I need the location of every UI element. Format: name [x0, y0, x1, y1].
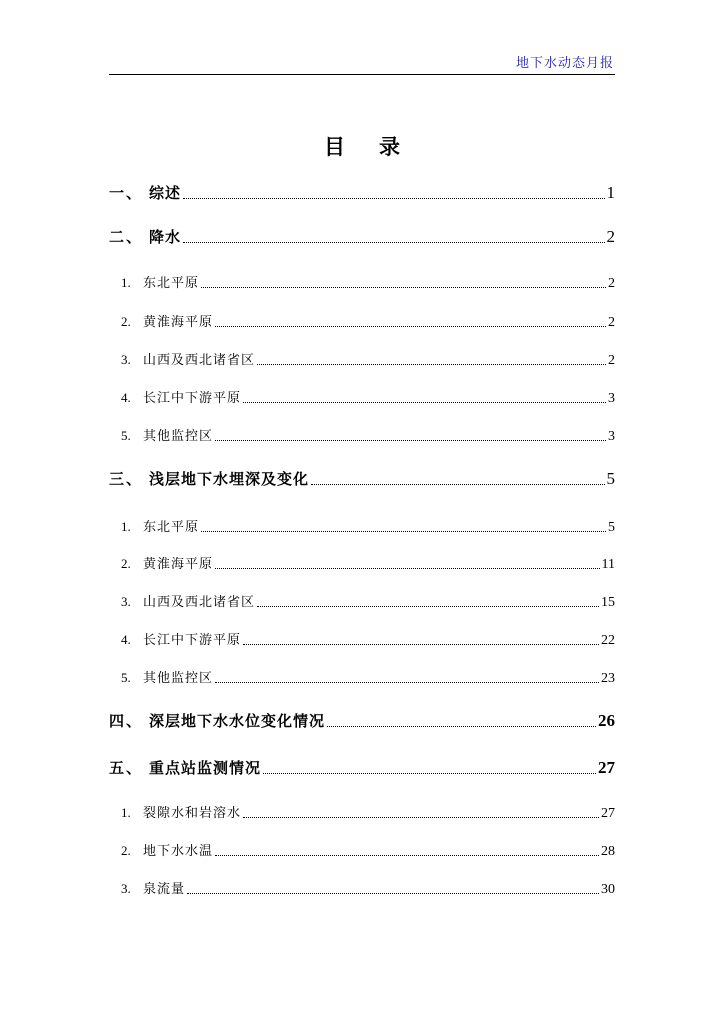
toc-entry-label: 浅层地下水埋深及变化 [149, 470, 310, 488]
toc-entry-number: 二、 [109, 228, 144, 246]
toc-entry-label: 深层地下水水位变化情况 [149, 712, 326, 730]
toc-entry-number: 3. [121, 594, 131, 609]
toc-entry[interactable] [109, 878, 615, 898]
toc-entry-page-number: 2 [608, 276, 615, 291]
dot-leader [215, 325, 606, 327]
toc-entry[interactable] [109, 226, 615, 247]
toc-entry-number: 2. [121, 314, 131, 329]
toc-entry[interactable] [109, 468, 615, 489]
toc-entry-label: 综述 [149, 184, 182, 202]
toc-entry-number: 三、 [109, 470, 144, 488]
toc-entry-label: 长江中下游平原 [143, 391, 242, 406]
toc-entry[interactable] [109, 840, 615, 860]
toc-entry-number: 五、 [109, 759, 144, 777]
toc-entry-page-number: 28 [601, 844, 615, 859]
dot-leader [215, 567, 600, 569]
toc-entry-label: 泉流量 [143, 882, 186, 897]
toc-entry-number: 1. [121, 275, 131, 290]
toc-entry-label: 长江中下游平原 [143, 633, 242, 648]
toc-entry-page-number: 30 [601, 882, 615, 897]
toc-entry[interactable] [109, 667, 615, 687]
toc-entry[interactable] [109, 629, 615, 649]
toc-entry-number: 2. [121, 556, 131, 571]
toc-entry-page-number: 27 [601, 806, 615, 821]
dot-leader [327, 725, 596, 727]
toc-entry[interactable] [109, 516, 615, 536]
toc-entry-page-number: 23 [601, 671, 615, 686]
toc-entry-page-number: 26 [598, 711, 615, 730]
toc-entry[interactable] [109, 272, 615, 292]
dot-leader [243, 401, 606, 403]
dot-leader [201, 286, 606, 288]
dot-leader [311, 483, 604, 485]
dot-leader [263, 772, 596, 774]
toc-entry-number: 1. [121, 519, 131, 534]
dot-leader [215, 854, 599, 856]
toc-entry-page-number: 3 [608, 429, 615, 444]
dot-leader [215, 439, 606, 441]
toc-entry-label: 重点站监测情况 [149, 759, 262, 777]
toc-title: 目录 [324, 134, 434, 159]
dot-leader [257, 363, 606, 365]
toc-entry[interactable] [109, 349, 615, 369]
toc-entry[interactable] [109, 591, 615, 611]
toc-entry-label: 其他监控区 [143, 429, 214, 444]
dot-leader [243, 816, 599, 818]
toc-entry-number: 四、 [109, 712, 144, 730]
toc-entry[interactable] [109, 710, 615, 731]
toc-entry[interactable] [109, 182, 615, 203]
toc-entry-number: 3. [121, 352, 131, 367]
toc-entry-label: 降水 [149, 228, 182, 246]
toc-entry-label: 黄淮海平原 [143, 315, 214, 330]
toc-entry-page-number: 3 [608, 391, 615, 406]
dot-leader [215, 681, 599, 683]
toc-entry-page-number: 27 [598, 758, 615, 777]
toc-entry-page-number: 5 [608, 520, 615, 535]
dot-leader [201, 530, 606, 532]
dot-leader [243, 643, 599, 645]
toc-entry-label: 东北平原 [143, 520, 200, 535]
toc-entry-number: 2. [121, 843, 131, 858]
toc-entry-page-number: 1 [606, 183, 615, 202]
toc-entry-page-number: 11 [601, 557, 615, 572]
toc-entry-number: 4. [121, 632, 131, 647]
toc-entry-number: 4. [121, 390, 131, 405]
header-rule [109, 74, 615, 75]
toc-entry-number: 一、 [109, 184, 144, 202]
toc-entry[interactable] [109, 311, 615, 331]
toc-entry-page-number: 2 [608, 353, 615, 368]
toc-entry-page-number: 2 [608, 315, 615, 330]
toc-entry-label: 裂隙水和岩溶水 [143, 806, 242, 821]
toc-entry-label: 地下水水温 [143, 844, 214, 859]
toc-entry-number: 5. [121, 428, 131, 443]
toc-entry-label: 黄淮海平原 [143, 557, 214, 572]
toc-entry[interactable] [109, 425, 615, 445]
toc-entry-page-number: 2 [606, 227, 615, 246]
toc-entry-page-number: 15 [601, 595, 615, 610]
toc-entry-label: 山西及西北诸省区 [143, 595, 256, 610]
toc-entry[interactable] [109, 802, 615, 822]
toc-entry-page-number: 5 [606, 469, 615, 488]
dot-leader [183, 197, 604, 199]
running-header-title: 地下水动态月报 [515, 56, 614, 71]
toc-entry-page-number: 22 [601, 633, 615, 648]
toc-entry-number: 3. [121, 881, 131, 896]
toc-entry-number: 1. [121, 805, 131, 820]
dot-leader [257, 605, 599, 607]
toc-entry-number: 5. [121, 670, 131, 685]
toc-entry-label: 其他监控区 [143, 671, 214, 686]
toc-entry-label: 东北平原 [143, 276, 200, 291]
toc-entry[interactable] [109, 387, 615, 407]
dot-leader [183, 241, 604, 243]
toc-entry[interactable] [109, 553, 615, 573]
toc-entry[interactable] [109, 757, 615, 778]
dot-leader [187, 892, 599, 894]
toc-entry-label: 山西及西北诸省区 [143, 353, 256, 368]
